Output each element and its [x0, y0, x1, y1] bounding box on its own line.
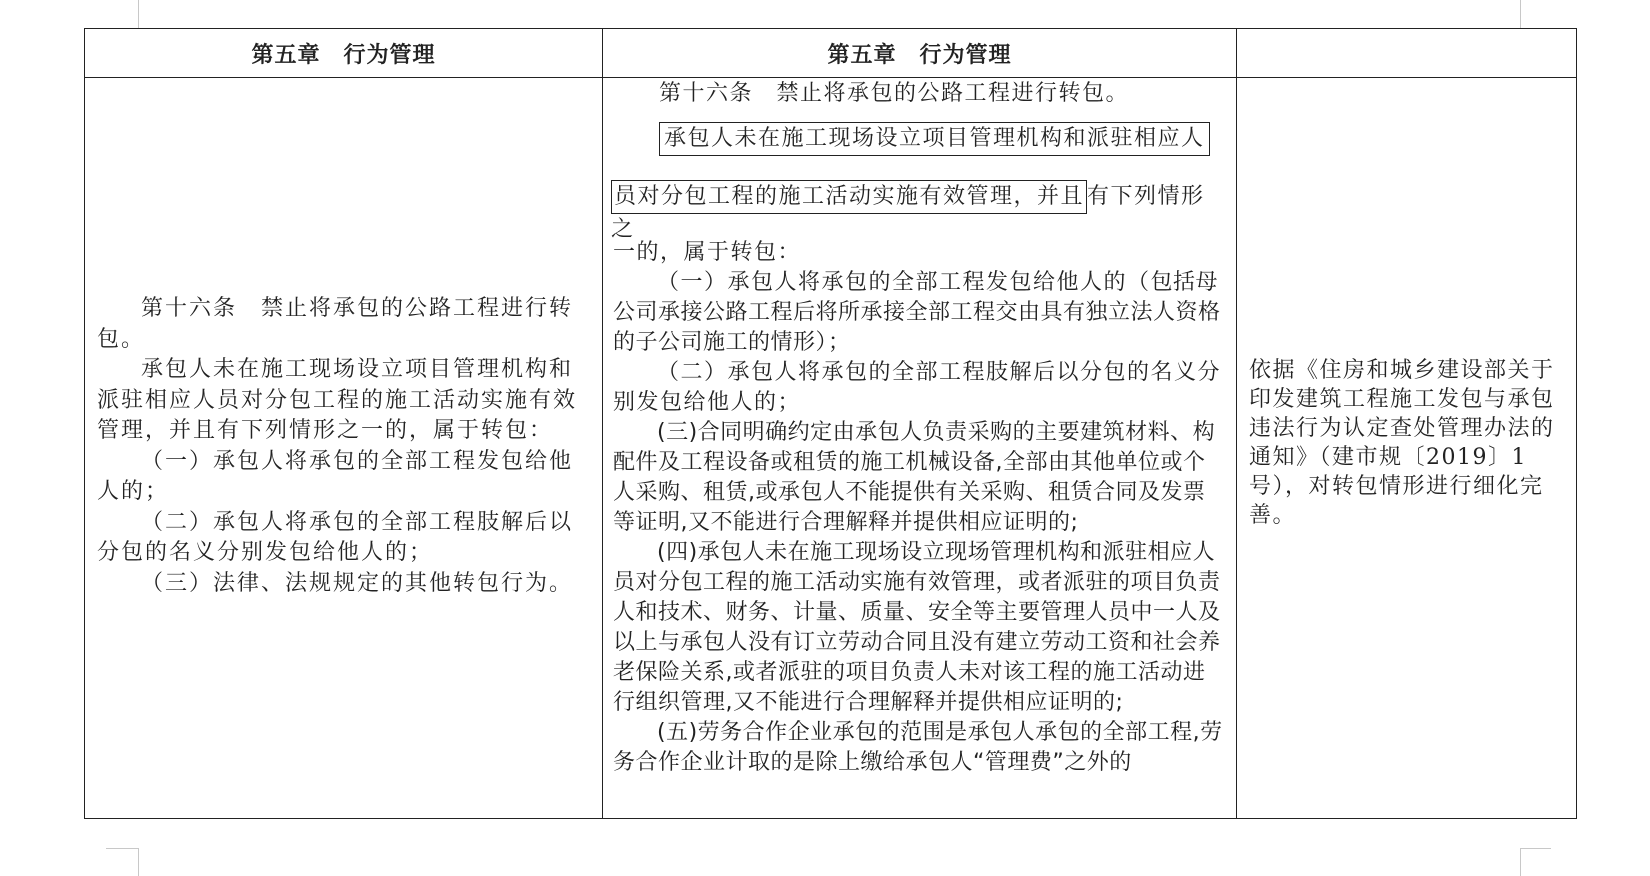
original-article: 第十六条 禁止将承包的公路工程进行转包。	[97, 296, 574, 352]
original-text-block	[97, 294, 592, 599]
revision-note: 依据《住房和城乡建设部关于印发建筑工程施工发包与承包违法行为认定查处管理办法的通知》（建市规〔2019〕1号），对转包情形进行细化完善。	[1249, 358, 1555, 528]
original-item-3: （三）法律、法规规定的其他转包行为。	[141, 570, 574, 596]
note-column-header	[1237, 29, 1577, 78]
page-corner-mark	[106, 0, 139, 29]
original-paragraph: 承包人未在施工现场设立项目管理机构和派驻相应人员对分包工程的施工活动实施有效管理，并且有下列情形之一的，属于转包：	[97, 357, 578, 443]
revised-item-5: (五)劳务合作企业承包的范围是承包人承包的全部工程,劳务合作企业计取的是除上缴给承包人“管理费”之外的	[613, 720, 1223, 775]
revised-item-1	[613, 268, 1226, 358]
revised-item-1-tail: ）；	[815, 330, 852, 355]
comparison-table	[84, 28, 1577, 819]
highlight-box: 承包人未在施工现场设立项目管理机构和派驻相应人	[659, 122, 1210, 156]
original-item-2: （二）承包人将承包的全部工程肢解后以分包的名义分别发包给他人的；	[97, 509, 574, 565]
revised-column-header: 第五章 行为管理	[603, 29, 1237, 78]
revised-line: 一的，属于转包：	[613, 240, 802, 265]
table-row	[85, 78, 1577, 819]
revised-text-block	[613, 78, 1226, 778]
highlight-box: 员对分包工程的施工活动实施有效管理，并且	[611, 180, 1087, 214]
revised-item-1-added: 包括母公司承接公路工程后将所承接全部工程交由具有独立法人资格的子公司施工的情形	[613, 270, 1221, 355]
revised-boxed-line-1	[613, 122, 1226, 180]
original-text-cell	[85, 78, 603, 819]
page-corner-mark	[1520, 848, 1551, 876]
revised-item-3: (三)合同明确约定由承包人负责采购的主要建筑材料、构配件及工程设备或租赁的施工机械设备,全部由其他单位或个人采购、租赁,或承包人不能提供有关采购、租赁合同及发票等证明,又不能进行合理解释并提供相应证明的;	[613, 420, 1216, 535]
original-item-1: （一）承包人将承包的全部工程发包给他人的；	[97, 448, 574, 504]
revised-item-1-head: （一）承包人将承包的全部工程发包给他人的（	[657, 270, 1151, 295]
note-cell	[1237, 78, 1577, 819]
revised-item-4: (四)承包人未在施工现场设立现场管理机构和派驻相应人员对分包工程的施工活动实施有效管理，或者派驻的项目负责人和技术、财务、计量、质量、安全等主要管理人员中一人及以上与承包人没有订立劳动合同且没有建立劳动工资和社会养老保险关系,或者派驻的项目负责人未对该工程的施工活动进行组织管理,又不能进行合理解释并提供相应证明的;	[613, 540, 1221, 715]
page-corner-mark	[106, 848, 139, 876]
revised-line-tail: 有下列情形之	[611, 184, 1205, 242]
revised-item-2: （二）承包人将承包的全部工程肢解后以分包的名义分别发包给他人的；	[613, 360, 1222, 415]
revised-boxed-line-2	[611, 180, 1226, 242]
revised-text-cell	[603, 78, 1237, 819]
page-corner-mark	[1520, 0, 1551, 29]
original-column-header: 第五章 行为管理	[85, 29, 603, 78]
revised-article: 第十六条 禁止将承包的公路工程进行转包。	[659, 81, 1130, 106]
table-header-row	[85, 29, 1577, 78]
